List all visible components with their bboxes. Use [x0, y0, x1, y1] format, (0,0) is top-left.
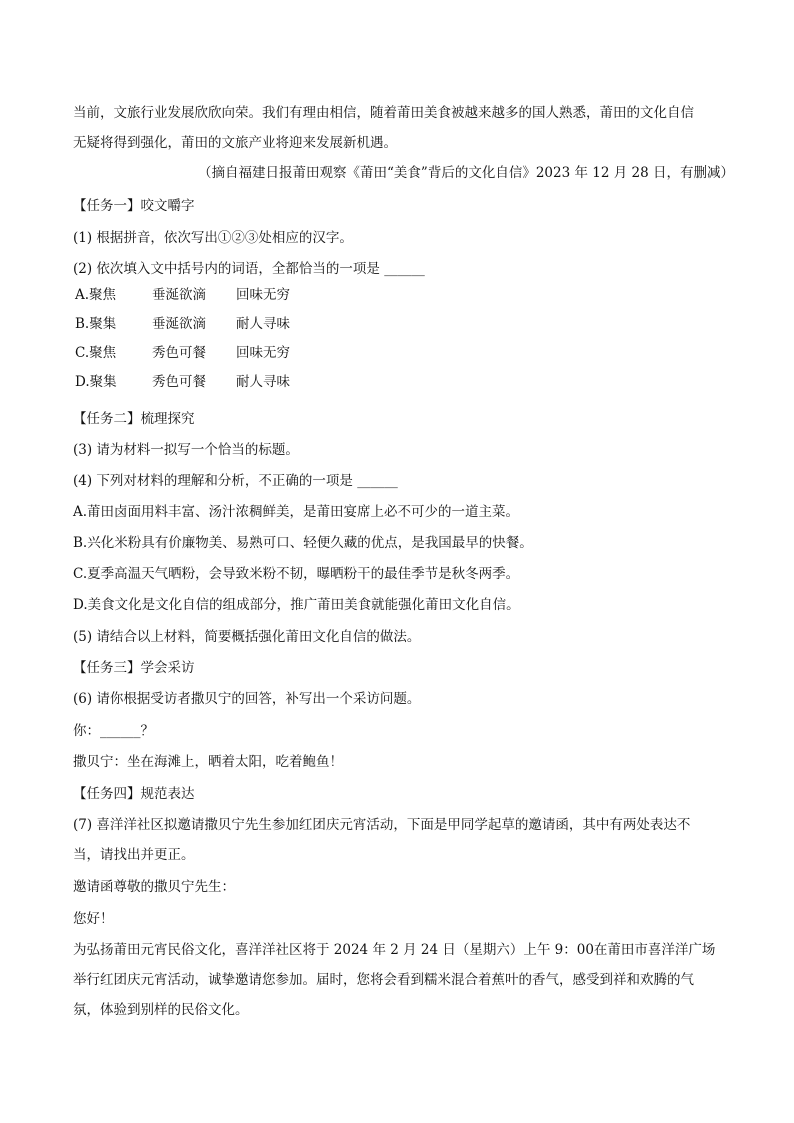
option-b-word3: 耐人寻味	[236, 316, 290, 332]
option-c-word2: 秀色可餐	[152, 345, 206, 361]
question-4-option-c: C.夏季高温天气晒粉，会导致米粉不韧，曝晒粉干的最佳季节是秋冬两季。	[73, 566, 520, 582]
question-1: (1) 根据拼音，依次写出①②③处相应的汉字。	[73, 230, 353, 246]
question-2: (2) 依次填入文中括号内的词语，全都恰当的一项是 ______	[73, 261, 425, 277]
option-d-label: D.聚集	[75, 374, 117, 390]
intro-line-2: 无疑将得到强化，莆田的文旅产业将迎来发展新机遇。	[73, 135, 397, 151]
question-4-option-d: D.美食文化是文化自信的组成部分，推广莆田美食就能强化莆田文化自信。	[73, 597, 520, 613]
option-c-word3: 回味无穷	[236, 345, 290, 361]
option-a-word3: 回味无穷	[236, 287, 290, 303]
source-citation: （摘自福建日报莆田观察《莆田“美食”背后的文化自信》2023 年 12 月 28 日，有删减）	[198, 165, 734, 181]
question-7-line-1: (7) 喜洋洋社区拟邀请撒贝宁先生参加红团庆元宵活动，下面是甲同学起草的邀请函，其中有两处表达不	[73, 817, 691, 833]
option-b-label: B.聚集	[75, 316, 117, 332]
question-7-line-2: 当，请找出并更正。	[73, 847, 195, 863]
task4-title: 【任务四】规范表达	[73, 786, 195, 802]
option-d-word2: 秀色可餐	[152, 374, 206, 390]
option-b-word2: 垂涎欲滴	[152, 316, 206, 332]
letter-greeting: 您好！	[73, 911, 114, 927]
interview-question-blank: 你：______？	[73, 723, 154, 739]
letter-body-line-1: 为弘扬莆田元宵民俗文化，喜洋洋社区将于 2024 年 2 月 24 日（星期六）上午 9：00在莆田市喜洋洋广场	[73, 942, 716, 958]
question-5: (5) 请结合以上材料，简要概括强化莆田文化自信的做法。	[73, 629, 421, 645]
option-c-label: C.聚焦	[75, 345, 117, 361]
task3-title: 【任务三】学会采访	[73, 660, 195, 676]
task2-title: 【任务二】梳理探究	[73, 411, 195, 427]
letter-title: 邀请函尊敬的撒贝宁先生：	[73, 879, 235, 895]
letter-body-line-2: 举行红团庆元宵活动，诚挚邀请您参加。届时，您将会看到糯米混合着蕉叶的香气，感受到祥和欢腾的气	[73, 972, 694, 988]
question-4-option-b: B.兴化米粉具有价廉物美、易熟可口、轻便久藏的优点，是我国最早的快餐。	[73, 535, 533, 551]
intro-line-1: 当前，文旅行业发展欣欣向荣。我们有理由相信，随着莆田美食被越来越多的国人熟悉，莆田的文化自信	[73, 105, 694, 121]
question-6: (6) 请你根据受访者撒贝宁的回答，补写出一个采访问题。	[73, 691, 421, 707]
option-a-label: A.聚焦	[75, 287, 117, 303]
interview-answer: 撒贝宁：坐在海滩上，晒着太阳，吃着鲍鱼！	[73, 754, 343, 770]
question-4: (4) 下列对材料的理解和分析，不正确的一项是 ______	[73, 473, 398, 489]
question-3: (3) 请为材料一拟写一个恰当的标题。	[73, 442, 299, 458]
task1-title: 【任务一】咬文嚼字	[73, 198, 195, 214]
question-4-option-a: A.莆田卤面用料丰富、汤汁浓稠鲜美，是莆田宴席上必不可少的一道主菜。	[73, 504, 520, 520]
letter-body-line-3: 氛，体验到别样的民俗文化。	[73, 1002, 249, 1018]
option-d-word3: 耐人寻味	[236, 374, 290, 390]
option-a-word2: 垂涎欲滴	[152, 287, 206, 303]
